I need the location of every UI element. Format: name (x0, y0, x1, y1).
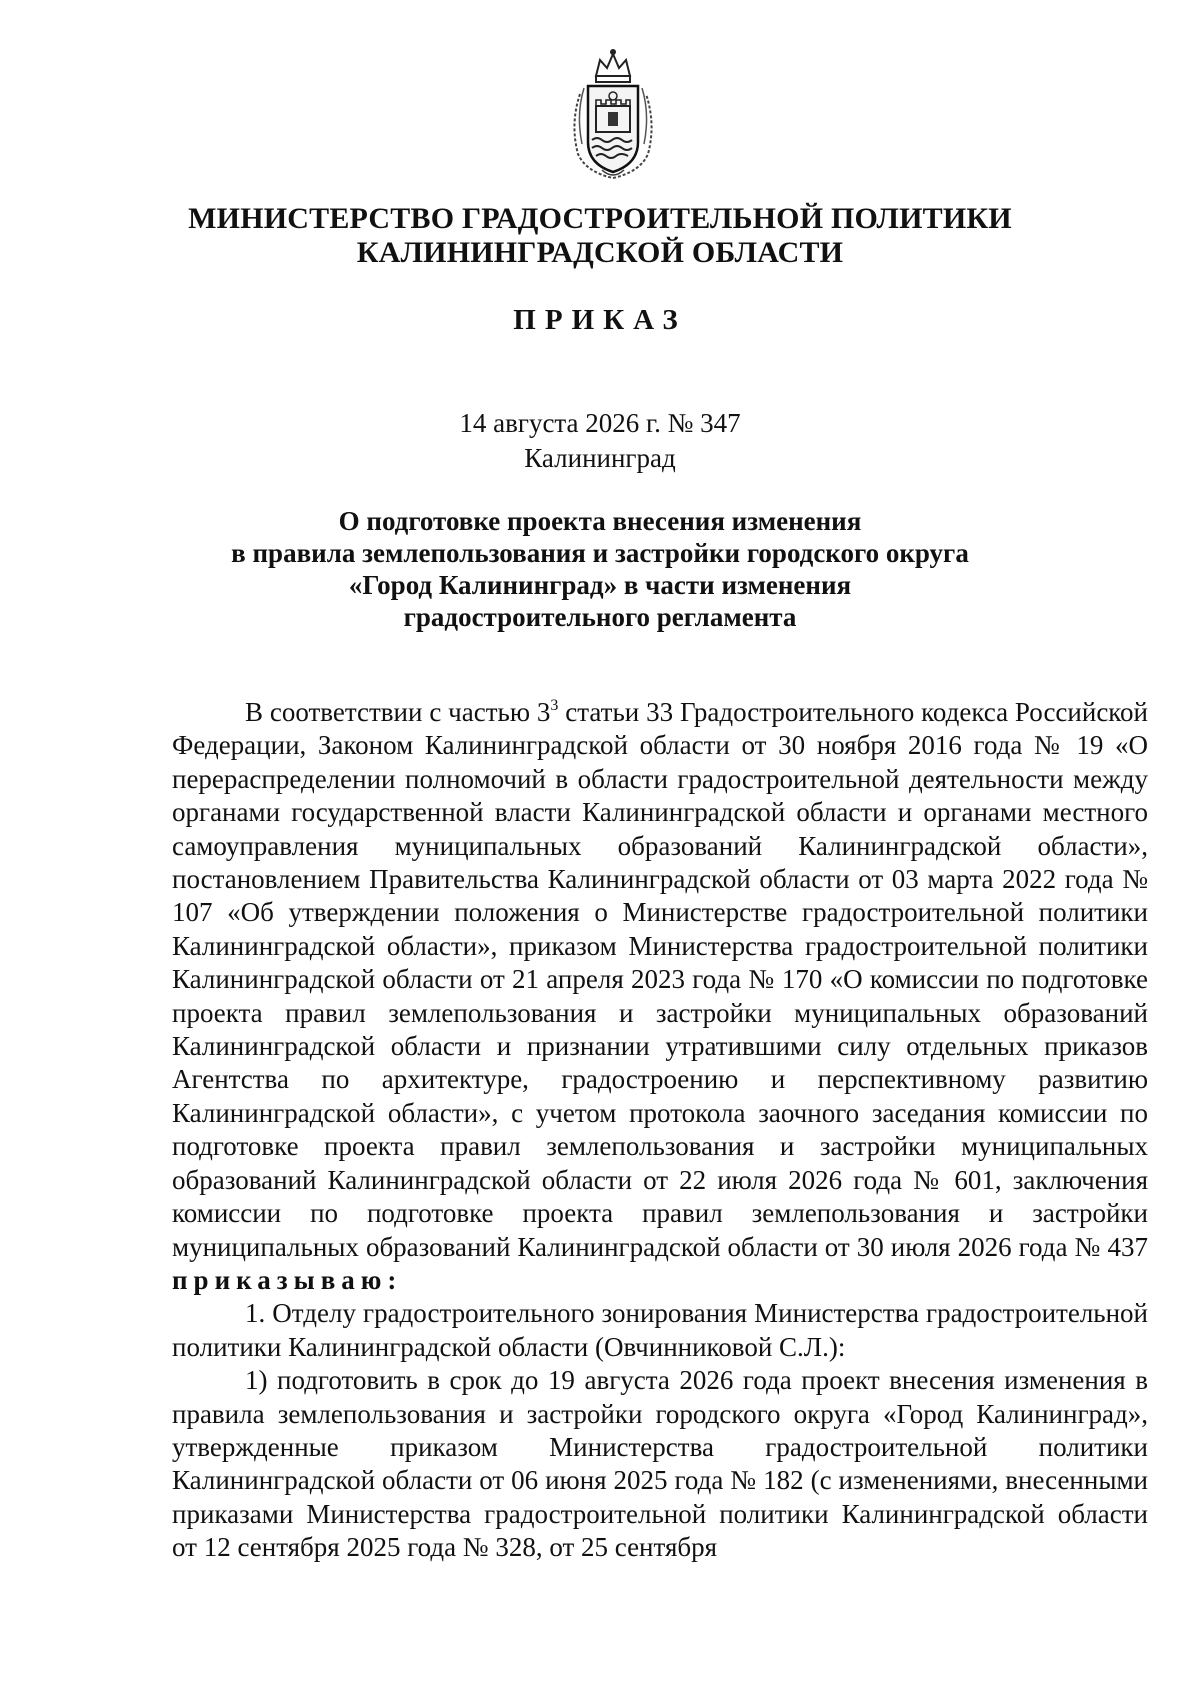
preamble-text: статьи 33 Градостроительного кодекса Российской Федерации, Законом Калининградской области от 30 ноября 2016 года № 19 «О перераспределении полномочий в области градостроительной деятельности между органами государственной власти Калининградской области и органами местного самоуправления муниципальных образований Калининградской области», постановлением Правительства Калининградской области от 03 марта 2022 года № 107 «Об утверждении положения о Министерстве градостроительной политики Калининградской области», приказом Министерства градостроительной политики Калининградской области от 21 апреля 2023 года № 170 «О комиссии по подготовке проекта правил землепользования и застройки муниципальных образований Калининградской области и признании утратившими силу отдельных приказов Агентства по архитектуре, градостроению и перспективному развитию Калининградской области», с учетом протокола заочного заседания комиссии по подготовке проекта правил землепользования и застройки муниципальных образований Калининградской области от 22 июля 2026 года № 601, заключения комиссии по подготовке проекта правил землепользования и застройки муниципальных образований Калининградской области от 30 июля 2026 года № 437 (172, 697, 1148, 1262)
ministry-name-line2: КАЛИНИНГРАДСКОЙ ОБЛАСТИ (356, 236, 844, 269)
ministry-name (0, 202, 1200, 270)
ministry-name-line1: МИНИСТЕРСТВО ГРАДОСТРОИТЕЛЬНОЙ ПОЛИТИКИ (188, 202, 1012, 235)
preamble-superscript: 3 (550, 697, 559, 714)
item-1-paragraph: 1. Отделу градостроительного зонирования Министерства градостроительной политики Калининградской области (Овчинниковой С.Л.): (172, 1298, 1148, 1362)
preamble-start: В соответствии с частью 3 (245, 697, 551, 727)
document-type: ПРИКАЗ (513, 304, 687, 336)
item-1-1-paragraph: 1) подготовить в срок до 19 августа 2026 года проект внесения изменения в правила землепользования и застройки городского округа «Город Калининград», утвержденные приказом Министерства градостроительной политики Калининградской области от 06 июня 2025 года № 182 (с изменениями, внесенными приказами Министерства градостроительной политики Калининградской области от 12 сентября 2025 года № 328, от 25 сентября (172, 1365, 1148, 1563)
coat-of-arms-icon (566, 44, 660, 182)
order-word: приказываю: (172, 1264, 403, 1295)
preamble-paragraph (172, 696, 1148, 1297)
subject-line3: «Город Калининград» в части изменения (348, 570, 852, 600)
date-and-place (0, 406, 1200, 476)
city: Калининград (524, 443, 676, 473)
subject-line4: градостроительного регламента (403, 602, 797, 632)
subject-line2: в правила землепользования и застройки городского округа (231, 538, 969, 568)
order-subject (0, 505, 1200, 633)
date-number: 14 августа 2026 г. № 347 (459, 408, 741, 438)
order-body (172, 696, 1148, 1565)
subject-line1: О подготовке проекта внесения изменения (338, 506, 862, 536)
